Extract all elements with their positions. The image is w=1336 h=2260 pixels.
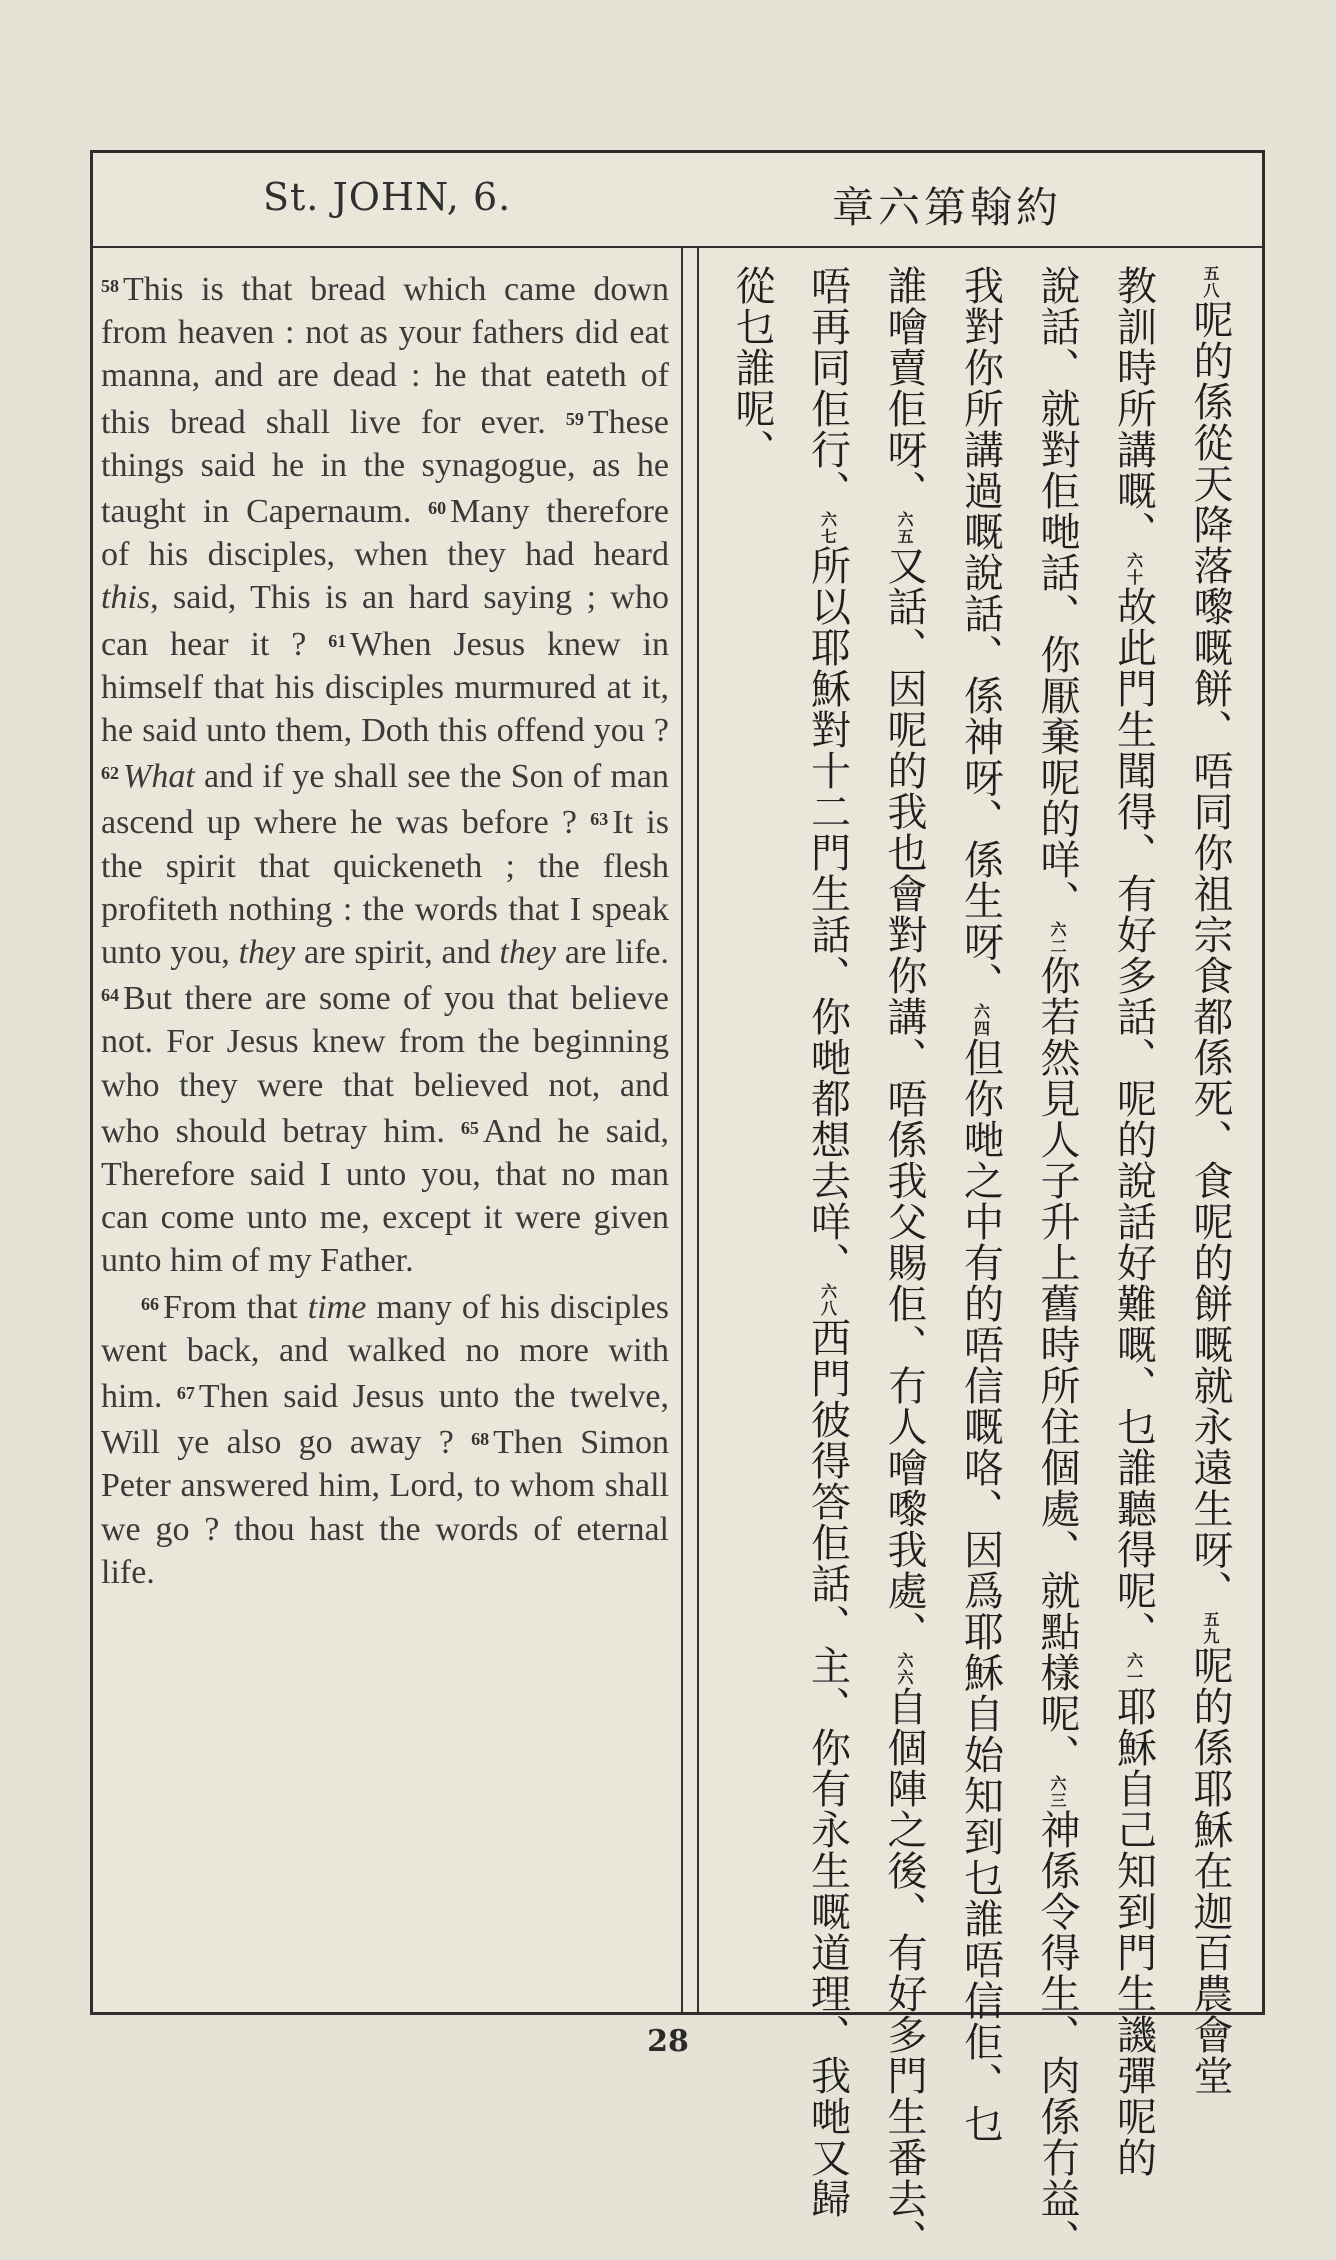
chinese-line	[1095, 265, 1172, 2178]
chinese-column	[713, 265, 1248, 2260]
column-divider	[681, 248, 699, 2012]
verse-number-chinese: 五八	[1201, 265, 1220, 299]
verse-text: And he said, Therefore said I unto you, that no man can come unto me, except it were given unto him of my Father.	[101, 1112, 670, 1280]
verse-number-chinese: 六五	[895, 511, 914, 545]
verse-text: , said, This is an hard saying ; who can hear it ?	[101, 579, 669, 663]
verse-text: Many therefore of his disciples, when they had heard	[101, 493, 669, 574]
verse-text: many of his disciples went back, and walked no more with him.	[101, 1288, 669, 1416]
verse-number: 68	[471, 1429, 490, 1450]
page-number: 28	[647, 2024, 689, 2059]
chinese-line	[1172, 265, 1249, 2096]
verse-58-to-65	[101, 265, 669, 1283]
verse-number: 60	[428, 498, 447, 519]
verse-number: 59	[565, 408, 584, 429]
verse-number: 63	[590, 809, 609, 830]
chinese-text: 誰噲賣佢呀、	[881, 265, 927, 511]
chinese-text: 唔再同佢行、	[804, 265, 851, 511]
chinese-text: 西門彼得答佢話、主、你有永生嘅道理、我哋又歸	[804, 1317, 851, 2219]
chinese-text: 故此門生聞得、有好多話、呢的說話好難嘅、乜誰聽得呢、	[1110, 586, 1157, 1652]
verse-text: But there are some of you that believe not. For Jesus knew from the beginning who they were that believed not, and who should betray him.	[101, 980, 669, 1150]
header-title-chinese: 約翰第六章	[831, 183, 1062, 232]
verse-text: From that	[163, 1288, 308, 1326]
chinese-line	[866, 265, 943, 2260]
verse-text: and if ye shall see the Son of man ascend up where he was before ?	[101, 758, 669, 842]
verse-66-to-68	[101, 1283, 669, 1594]
verse-text-italic: they	[238, 934, 296, 972]
verse-number-chinese: 六十	[1124, 552, 1144, 586]
verse-number: 67	[176, 1383, 195, 1404]
verse-number-chinese: 五九	[1201, 1611, 1220, 1645]
verse-number-chinese: 六七	[818, 511, 838, 545]
verse-number-chinese: 六一	[1124, 1652, 1144, 1686]
verse-text: It is the spirit that quickeneth ; the flesh profiteth nothing : the words that I speak unto you,	[101, 804, 669, 972]
verse-number: 62	[101, 763, 119, 784]
chinese-text: 教訓時所講嘅、	[1110, 265, 1157, 552]
verse-text-italic: they	[499, 934, 557, 972]
chinese-text: 我對你所講過嘅說話、係神呀、係生呀、	[957, 265, 1004, 1003]
verse-text-italic: What	[123, 758, 195, 796]
verse-number-chinese: 六四	[971, 1003, 991, 1037]
chinese-text: 所以耶穌對十二門生話、你哋都想去咩、	[804, 545, 851, 1283]
chinese-text: 又話、因呢的我也會對你講、唔係我父賜佢、冇人噲嚟我處、	[881, 545, 927, 1652]
verse-text: This is that bread which came down from heaven : not as your fathers did eat manna, and are dead : he that eateth of this bread shall live for ever.	[101, 271, 669, 441]
english-text	[101, 265, 673, 1594]
chinese-text: 你若然見人子升上舊時所住個處、就點樣呢、	[1034, 955, 1080, 1775]
chinese-line	[942, 265, 1019, 2144]
verse-text-italic: time	[307, 1288, 367, 1326]
chinese-text: 自個陣之後、有好多門生番去、	[881, 1686, 927, 2260]
chinese-text: 神係令得生、肉係冇益、	[1034, 1809, 1080, 2260]
verse-number-chinese: 六三	[1048, 1775, 1067, 1809]
verse-text: Then said Jesus unto the twelve, Will ye also go away ?	[101, 1378, 669, 1462]
chinese-text: 說話、就對佢哋話、你厭棄呢的咩、	[1034, 265, 1080, 921]
chinese-text: 呢的係耶穌在迦百農會堂	[1187, 1645, 1233, 2096]
verse-number: 64	[101, 985, 119, 1006]
chinese-line	[1019, 265, 1096, 2260]
verse-text: are life.	[556, 934, 669, 972]
verse-number: 65	[460, 1117, 479, 1138]
header-title-english: St. JOHN, 6.	[263, 175, 512, 219]
chinese-line	[789, 265, 866, 2219]
chinese-text: 從乜誰呢、	[729, 265, 775, 470]
verse-number: 66	[141, 1293, 159, 1314]
english-column	[101, 265, 673, 1985]
running-header	[93, 153, 1262, 248]
chinese-line	[714, 265, 790, 1985]
verse-number: 58	[101, 276, 119, 296]
chinese-text: 但你哋之中有的唔信嘅咯、因爲耶穌自始知到乜誰唔信佢、乜	[957, 1037, 1004, 2144]
chinese-text: 呢的係從天降落嚟嘅餅、唔同你祖宗食都係死、食呢的餅嘅就永遠生呀、	[1187, 299, 1233, 1611]
chinese-text: 耶穌自己知到門生譏彈呢的	[1110, 1686, 1157, 2178]
verse-text-italic: this	[101, 579, 151, 617]
verse-number-chinese: 六八	[818, 1283, 838, 1317]
verse-number: 61	[328, 630, 347, 651]
verse-text: are spirit, and	[295, 934, 500, 972]
verse-text: These things said he in the synagogue, as he taught in Capernaum.	[101, 403, 670, 531]
verse-number-chinese: 六二	[1048, 921, 1067, 955]
verse-text: Then Simon Peter answered him, Lord, to whom shall we go ? thou hast the words of eternal life.	[101, 1424, 669, 1591]
verse-text: When Jesus knew in himself that his disciples murmured at it, he said unto them, Doth this offend you ?	[101, 625, 670, 750]
verse-number-chinese: 六六	[895, 1652, 914, 1686]
